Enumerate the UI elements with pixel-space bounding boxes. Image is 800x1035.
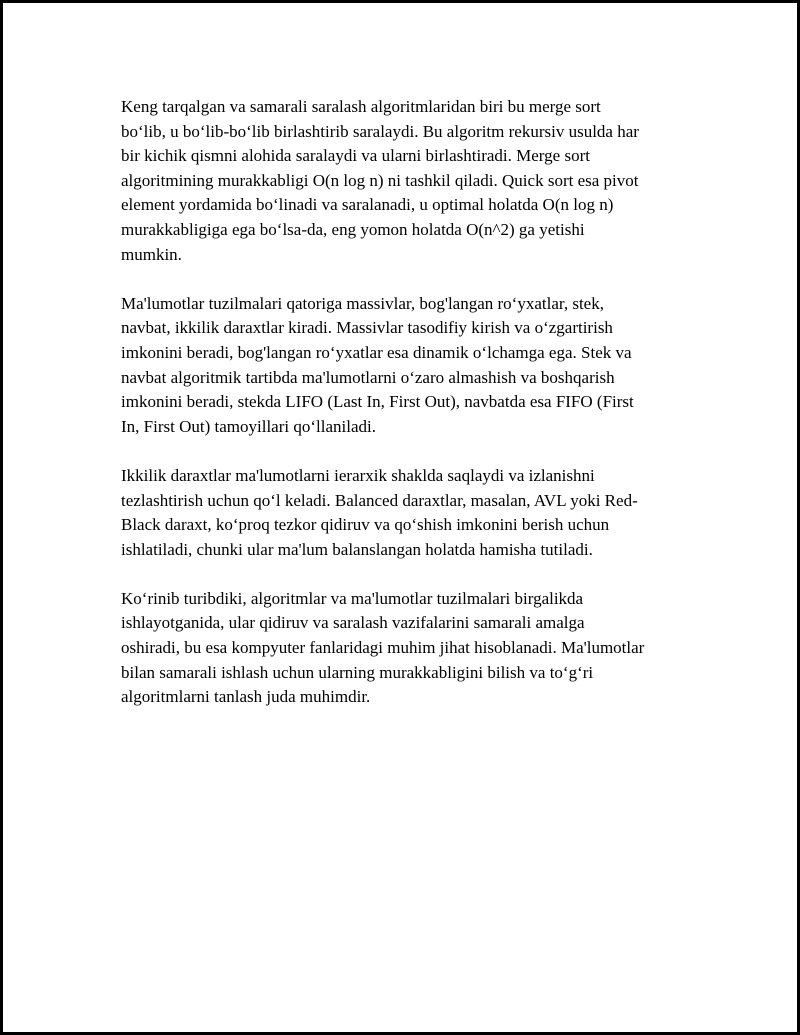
paragraph-merge-quick-sort: Keng tarqalgan va samarali saralash algoritmlaridan biri bu merge sort bo‘lib, u bo‘lib-bo‘lib birlashtirib saralaydi. Bu algoritm rekursiv usulda har bir kichik qismni alohida saralaydi va ularni birlashtiradi. Merge sort algoritmining murakkabligi O(n log n) ni tashkil qiladi. Quick sort esa pivot element yordamida bo‘linadi va saralanadi, u optimal holatda O(n log n) murakkabligiga ega bo‘lsa-da, eng yomon holatda O(n^2) ga yetishi mumkin. [121,97,639,264]
paragraph-data-structures: Ma'lumotlar tuzilmalari qatoriga massivlar, bog'langan ro‘yxatlar, stek, navbat, ikkilik daraxtlar kiradi. Massivlar tasodifiy kirish va o‘zgartirish imkonini beradi, bog'langan ro‘yxatlar esa dinamik o‘lchamga ega. Stek va navbat algoritmik tartibda ma'lumotlarni o‘zaro almashish va boshqarish imkonini beradi, stekda LIFO (Last In, First Out), navbatda esa FIFO (First In, First Out) tamoyillari qo‘llaniladi. [121,293,634,436]
document-body [121,95,686,734]
paragraph-binary-trees: Ikkilik daraxtlar ma'lumotlarni ierarxik shaklda saqlaydi va izlanishni tezlashtirish uchun qo‘l keladi. Balanced daraxtlar, masalan, AVL yoki Red- Black daraxt, ko‘proq tezkor qidiruv va qo‘shish imkonini berish uchun ishlatiladi, chunki ular ma'lum balanslangan holatda hamisha tutiladi. [121,465,638,559]
paragraph-conclusion: Ko‘rinib turibdiki, algoritmlar va ma'lumotlar tuzilmalari birgalikda ishlayotganida, ular qidiruv va saralash vazifalarini samarali amalga oshiradi, bu esa kompyuter fanlaridagi muhim jihat hisoblanadi. Ma'lumotlar bilan samarali ishlash uchun ularning murakkabligini bilish va to‘g‘ri algoritmlarni tanlash juda muhimdir. [121,588,645,707]
